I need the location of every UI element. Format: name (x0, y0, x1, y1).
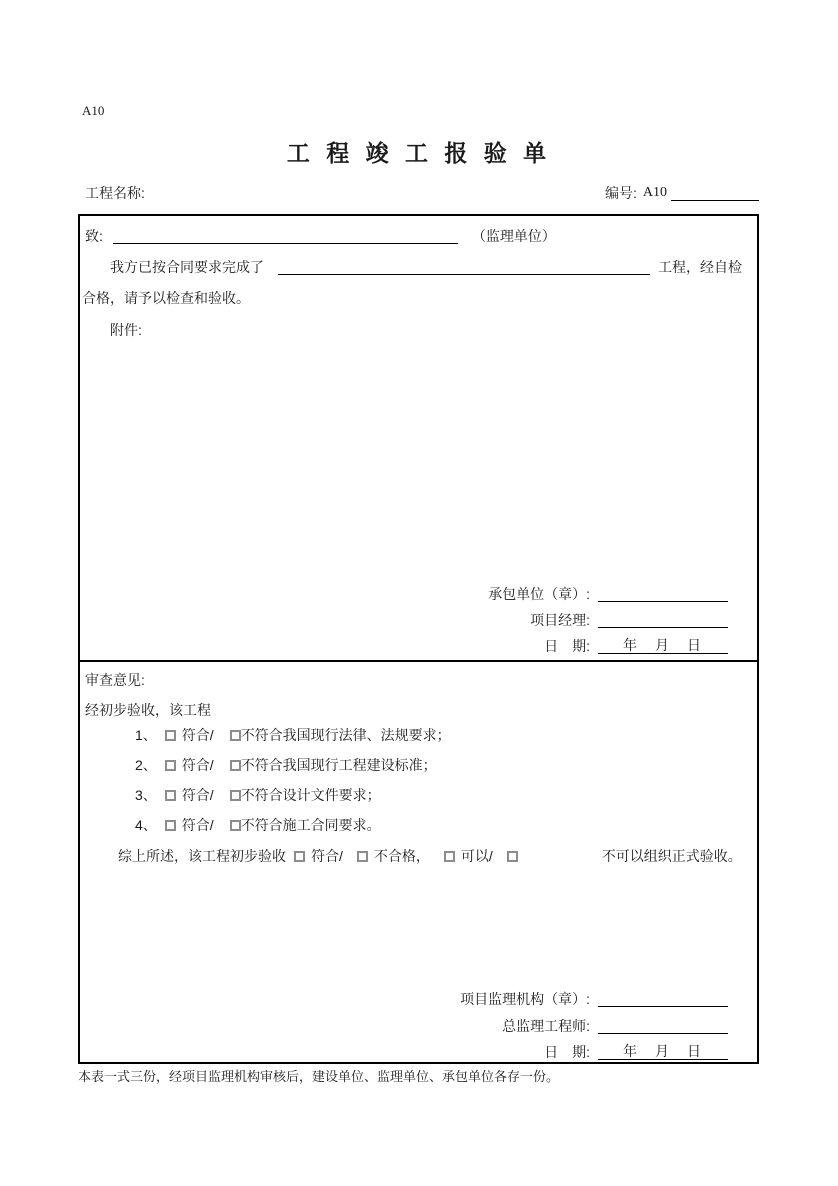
form-number-label: 编号: (604, 184, 637, 201)
checkbox-item2-pass[interactable] (165, 760, 176, 771)
contractor-unit-label: 承包单位（章）: (488, 585, 590, 602)
item-3-pass-label: 符合/ (181, 787, 214, 803)
supervision-org-field[interactable] (598, 990, 728, 1007)
chief-engineer-label: 总监理工程师: (502, 1017, 590, 1034)
supervision-date-row (544, 1043, 728, 1060)
to-field[interactable] (113, 227, 458, 244)
project-name-label: 工程名称: (85, 184, 145, 201)
form-header-row (78, 184, 759, 201)
item-1-number: 1、 (135, 727, 157, 743)
supervision-unit-note: （监理单位） (471, 227, 556, 244)
footer-note: 本表一式三份，经项目监理机构审核后，建设单位、监理单位、承包单位各存一份。 (78, 1069, 560, 1084)
review-item-2 (135, 757, 437, 773)
to-label: 致: (85, 227, 103, 244)
supervision-org-row (460, 990, 728, 1007)
checkbox-item4-fail[interactable] (230, 820, 241, 831)
checkbox-item3-fail[interactable] (230, 790, 241, 801)
chief-engineer-row (502, 1017, 728, 1034)
item-2-number: 2、 (135, 757, 157, 773)
supervision-date-field[interactable]: 年 月 日 (598, 1043, 728, 1060)
item-3-fail-label: 不符合设计文件要求； (240, 787, 381, 803)
form-number-group (605, 184, 759, 201)
item-4-fail-label: 不符合施工合同要求。 (240, 817, 381, 833)
item-2-pass-label: 符合/ (181, 757, 214, 773)
item-1-fail-label: 不符合我国现行法律、法规要求； (240, 727, 451, 743)
contractor-date-row (544, 637, 728, 654)
checkbox-item1-pass[interactable] (165, 730, 176, 741)
attachment-label: 附件: (110, 322, 142, 338)
item-1-pass-label: 符合/ (181, 727, 214, 743)
checkbox-summary-cannot[interactable] (507, 851, 518, 862)
checkbox-item1-fail[interactable] (230, 730, 241, 741)
chief-engineer-field[interactable] (598, 1017, 728, 1034)
review-item-4 (135, 817, 381, 833)
summary-suffix: 不可以组织正式验收。 (601, 848, 742, 864)
item-4-pass-label: 符合/ (181, 817, 214, 833)
project-manager-row (530, 611, 728, 628)
form-body-box (78, 214, 759, 1064)
summary-fail-label: 不合格， (373, 848, 430, 864)
supervision-org-label: 项目监理机构（章）: (460, 990, 590, 1007)
review-intro: 经初步验收，该工程 (85, 702, 211, 718)
body-suffix: 工程，经自检 (658, 258, 742, 275)
form-code: A10 (82, 103, 105, 118)
contractor-unit-field[interactable] (598, 585, 728, 602)
form-number-value: A10 (642, 184, 667, 200)
contractor-unit-row (488, 585, 728, 602)
checkbox-item4-pass[interactable] (165, 820, 176, 831)
checkbox-summary-pass[interactable] (294, 851, 305, 862)
completed-project-field[interactable] (278, 258, 650, 275)
page-title: 工 程 竣 工 报 验 单 (286, 140, 552, 166)
statement-continuation: 合格，请予以检查和验收。 (82, 290, 250, 306)
review-section-label: 审查意见: (85, 672, 145, 688)
contractor-date-label: 日 期: (544, 637, 590, 654)
checkbox-summary-can[interactable] (444, 851, 455, 862)
summary-pass-label: 符合/ (311, 848, 343, 864)
form-number-field[interactable] (671, 184, 759, 201)
checkbox-summary-fail[interactable] (357, 851, 368, 862)
to-line (85, 227, 556, 244)
body-prefix: 我方已按合同要求完成了 (110, 258, 264, 275)
item-3-number: 3、 (135, 787, 157, 803)
completion-statement-line (110, 258, 742, 275)
project-manager-label: 项目经理: (530, 611, 590, 628)
item-4-number: 4、 (135, 817, 157, 833)
summary-prefix: 综上所述，该工程初步验收 (118, 848, 286, 864)
contractor-date-field[interactable]: 年 月 日 (598, 637, 728, 654)
section-divider (80, 660, 757, 662)
item-2-fail-label: 不符合我国现行工程建设标准； (240, 757, 437, 773)
supervision-date-label: 日 期: (544, 1043, 590, 1060)
checkbox-item3-pass[interactable] (165, 790, 176, 801)
review-summary-line (118, 848, 742, 864)
summary-can-label: 可以/ (460, 848, 493, 864)
checkbox-item2-fail[interactable] (230, 760, 241, 771)
project-manager-field[interactable] (598, 611, 728, 628)
review-item-1 (135, 727, 451, 743)
review-item-3 (135, 787, 381, 803)
